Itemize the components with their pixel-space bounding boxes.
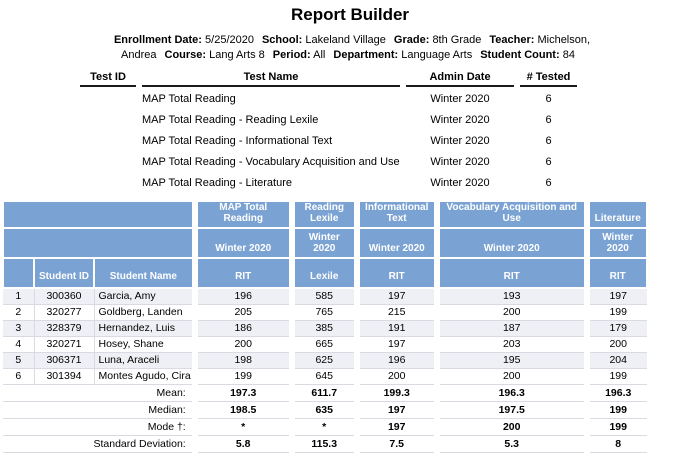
score-type-header: RIT <box>195 258 292 288</box>
score-cell: 200 <box>437 368 587 384</box>
score-cell: 215 <box>357 304 437 320</box>
summary-value: 196.3 <box>437 384 587 401</box>
score-cell: 196 <box>195 288 292 304</box>
summary-value: 198.5 <box>195 401 292 418</box>
row-number-cell: 6 <box>3 368 34 384</box>
score-cell: 204 <box>587 352 647 368</box>
summary-row-standard-deviation <box>3 435 647 452</box>
summary-value: 199.3 <box>357 384 437 401</box>
score-cell: 200 <box>437 304 587 320</box>
summary-label: Mean: <box>3 384 195 401</box>
student-name-cell: Garcia, Amy <box>94 288 195 304</box>
summary-value: 197 <box>357 418 437 435</box>
num-tested-cell: 6 <box>545 177 552 189</box>
student-name-cell: Luna, Araceli <box>94 352 195 368</box>
student-name-cell: Hosey, Shane <box>94 336 195 352</box>
admin-date-cell: Winter 2020 <box>430 93 490 105</box>
test-column-header: Literature <box>587 201 647 228</box>
info-label: Enrollment Date: <box>113 34 202 46</box>
summary-value: 197.5 <box>437 401 587 418</box>
test-name-cell: MAP Total Reading <box>142 93 236 105</box>
corner-cell <box>3 201 195 228</box>
summary-value: 611.7 <box>292 384 357 401</box>
admin-date-cell: Winter 2020 <box>430 156 490 168</box>
info-field-department <box>329 49 476 61</box>
admin-date-cell: Winter 2020 <box>430 114 490 126</box>
score-cell: 199 <box>587 368 647 384</box>
num-tested-cell: 6 <box>545 156 552 168</box>
term-header: Winter 2020 <box>357 228 437 258</box>
test-name-header: Test Name <box>142 70 400 86</box>
summary-value: * <box>195 418 292 435</box>
row-number-cell: 1 <box>3 288 34 304</box>
score-cell: 203 <box>437 336 587 352</box>
report-info <box>76 33 624 63</box>
score-cell: 205 <box>195 304 292 320</box>
student-id-cell: 306371 <box>34 352 94 368</box>
score-cell: 179 <box>587 320 647 336</box>
info-field-school <box>258 34 390 46</box>
test-id-cell <box>80 150 136 171</box>
corner-cell <box>3 228 195 258</box>
info-value: 8th Grade <box>432 34 482 46</box>
summary-row-mode <box>3 418 647 435</box>
summary-value: 196.3 <box>587 384 647 401</box>
info-value: Lakeland Village <box>305 34 386 46</box>
score-cell: 200 <box>587 336 647 352</box>
summary-row-median <box>3 401 647 418</box>
test-name-cell: MAP Total Reading - Reading Lexile <box>142 114 319 126</box>
info-label: Student Count: <box>480 49 560 61</box>
term-header: Winter 2020 <box>292 228 357 258</box>
student-row <box>3 304 647 320</box>
score-cell: 645 <box>292 368 357 384</box>
info-value: 5/25/2020 <box>205 34 254 46</box>
info-field-period <box>269 49 330 61</box>
student-row <box>3 336 647 352</box>
score-type-header: RIT <box>587 258 647 288</box>
student-id-cell: 301394 <box>34 368 94 384</box>
admin-date-header: Admin Date <box>406 70 514 86</box>
summary-label: Standard Deviation: <box>3 435 195 452</box>
summary-value: 8 <box>587 435 647 452</box>
test-id-cell <box>80 171 136 192</box>
score-cell: 200 <box>357 368 437 384</box>
test-list-header-row <box>80 70 577 86</box>
test-row <box>80 108 577 129</box>
info-value: Michelson, Andrea <box>121 34 591 61</box>
score-cell: 191 <box>357 320 437 336</box>
test-column-header: Vocabulary Acquisition and Use <box>437 201 587 228</box>
test-id-cell <box>80 108 136 129</box>
score-cell: 197 <box>587 288 647 304</box>
score-cell: 665 <box>292 336 357 352</box>
row-number-header <box>3 258 34 288</box>
info-value: 84 <box>562 49 575 61</box>
test-row <box>80 86 577 108</box>
score-type-header-row <box>3 258 647 288</box>
score-cell: 625 <box>292 352 357 368</box>
summary-value: 197.3 <box>195 384 292 401</box>
term-header-row <box>3 228 647 258</box>
num-tested-header: # Tested <box>520 70 577 86</box>
score-cell: 187 <box>437 320 587 336</box>
score-cell: 197 <box>357 288 437 304</box>
admin-date-cell: Winter 2020 <box>430 135 490 147</box>
summary-value: 635 <box>292 401 357 418</box>
test-row <box>80 129 577 150</box>
score-cell: 385 <box>292 320 357 336</box>
student-name-header: Student Name <box>94 258 195 288</box>
student-name-cell: Goldberg, Landen <box>94 304 195 320</box>
row-number-cell: 3 <box>3 320 34 336</box>
student-row <box>3 368 647 384</box>
score-cell: 765 <box>292 304 357 320</box>
row-number-cell: 4 <box>3 336 34 352</box>
student-id-cell: 328379 <box>34 320 94 336</box>
term-header: Winter 2020 <box>437 228 587 258</box>
test-column-header: Informational Text <box>357 201 437 228</box>
info-field-grade <box>390 34 485 46</box>
info-label: School: <box>261 34 303 46</box>
summary-label: Median: <box>3 401 195 418</box>
test-name-header-row <box>3 201 647 228</box>
row-number-cell: 2 <box>3 304 34 320</box>
score-cell: 196 <box>357 352 437 368</box>
info-label: Period: <box>272 49 311 61</box>
info-field-enrollment-date <box>110 34 258 46</box>
test-column-header: Reading Lexile <box>292 201 357 228</box>
score-type-header: Lexile <box>292 258 357 288</box>
score-cell: 200 <box>195 336 292 352</box>
term-header: Winter 2020 <box>195 228 292 258</box>
summary-value: 200 <box>437 418 587 435</box>
score-cell: 199 <box>195 368 292 384</box>
test-id-cell <box>80 86 136 108</box>
info-value: Language Arts <box>401 49 473 61</box>
test-id-cell <box>80 129 136 150</box>
summary-value: 199 <box>587 418 647 435</box>
score-type-header: RIT <box>357 258 437 288</box>
summary-value: * <box>292 418 357 435</box>
student-id-cell: 300360 <box>34 288 94 304</box>
summary-value: 5.8 <box>195 435 292 452</box>
summary-value: 199 <box>587 401 647 418</box>
results-table <box>2 200 648 453</box>
score-cell: 195 <box>437 352 587 368</box>
student-id-cell: 320277 <box>34 304 94 320</box>
score-cell: 186 <box>195 320 292 336</box>
student-id-header: Student ID <box>34 258 94 288</box>
num-tested-cell: 6 <box>545 135 552 147</box>
test-column-header: MAP Total Reading <box>195 201 292 228</box>
summary-value: 197 <box>357 401 437 418</box>
info-value: Lang Arts 8 <box>209 49 265 61</box>
info-label: Department: <box>333 49 399 61</box>
info-label: Teacher: <box>489 34 535 46</box>
student-row <box>3 352 647 368</box>
student-name-cell: Montes Agudo, Cira <box>94 368 195 384</box>
test-row <box>80 150 577 171</box>
test-row <box>80 171 577 192</box>
test-name-cell: MAP Total Reading - Informational Text <box>142 135 333 147</box>
student-row <box>3 320 647 336</box>
test-name-cell: MAP Total Reading - Vocabulary Acquisition and Use <box>142 156 400 168</box>
num-tested-cell: 6 <box>545 93 552 105</box>
summary-value: 7.5 <box>357 435 437 452</box>
test-id-header: Test ID <box>80 70 136 86</box>
summary-label: Mode †: <box>3 418 195 435</box>
score-cell: 197 <box>357 336 437 352</box>
info-field-course <box>161 49 269 61</box>
term-header: Winter 2020 <box>587 228 647 258</box>
score-cell: 585 <box>292 288 357 304</box>
info-label: Course: <box>164 49 207 61</box>
student-id-cell: 320271 <box>34 336 94 352</box>
info-field-student-count <box>476 49 579 61</box>
admin-date-cell: Winter 2020 <box>430 177 490 189</box>
summary-value: 115.3 <box>292 435 357 452</box>
summary-row-mean <box>3 384 647 401</box>
test-name-cell: MAP Total Reading - Literature <box>142 177 293 189</box>
info-label: Grade: <box>393 34 430 46</box>
student-name-cell: Hernandez, Luis <box>94 320 195 336</box>
score-cell: 193 <box>437 288 587 304</box>
score-cell: 199 <box>587 304 647 320</box>
score-cell: 198 <box>195 352 292 368</box>
info-value: All <box>313 49 326 61</box>
summary-value: 5.3 <box>437 435 587 452</box>
test-list-table <box>80 70 577 192</box>
row-number-cell: 5 <box>3 352 34 368</box>
page-title: Report Builder <box>290 5 410 24</box>
student-row <box>3 288 647 304</box>
num-tested-cell: 6 <box>545 114 552 126</box>
score-type-header: RIT <box>437 258 587 288</box>
